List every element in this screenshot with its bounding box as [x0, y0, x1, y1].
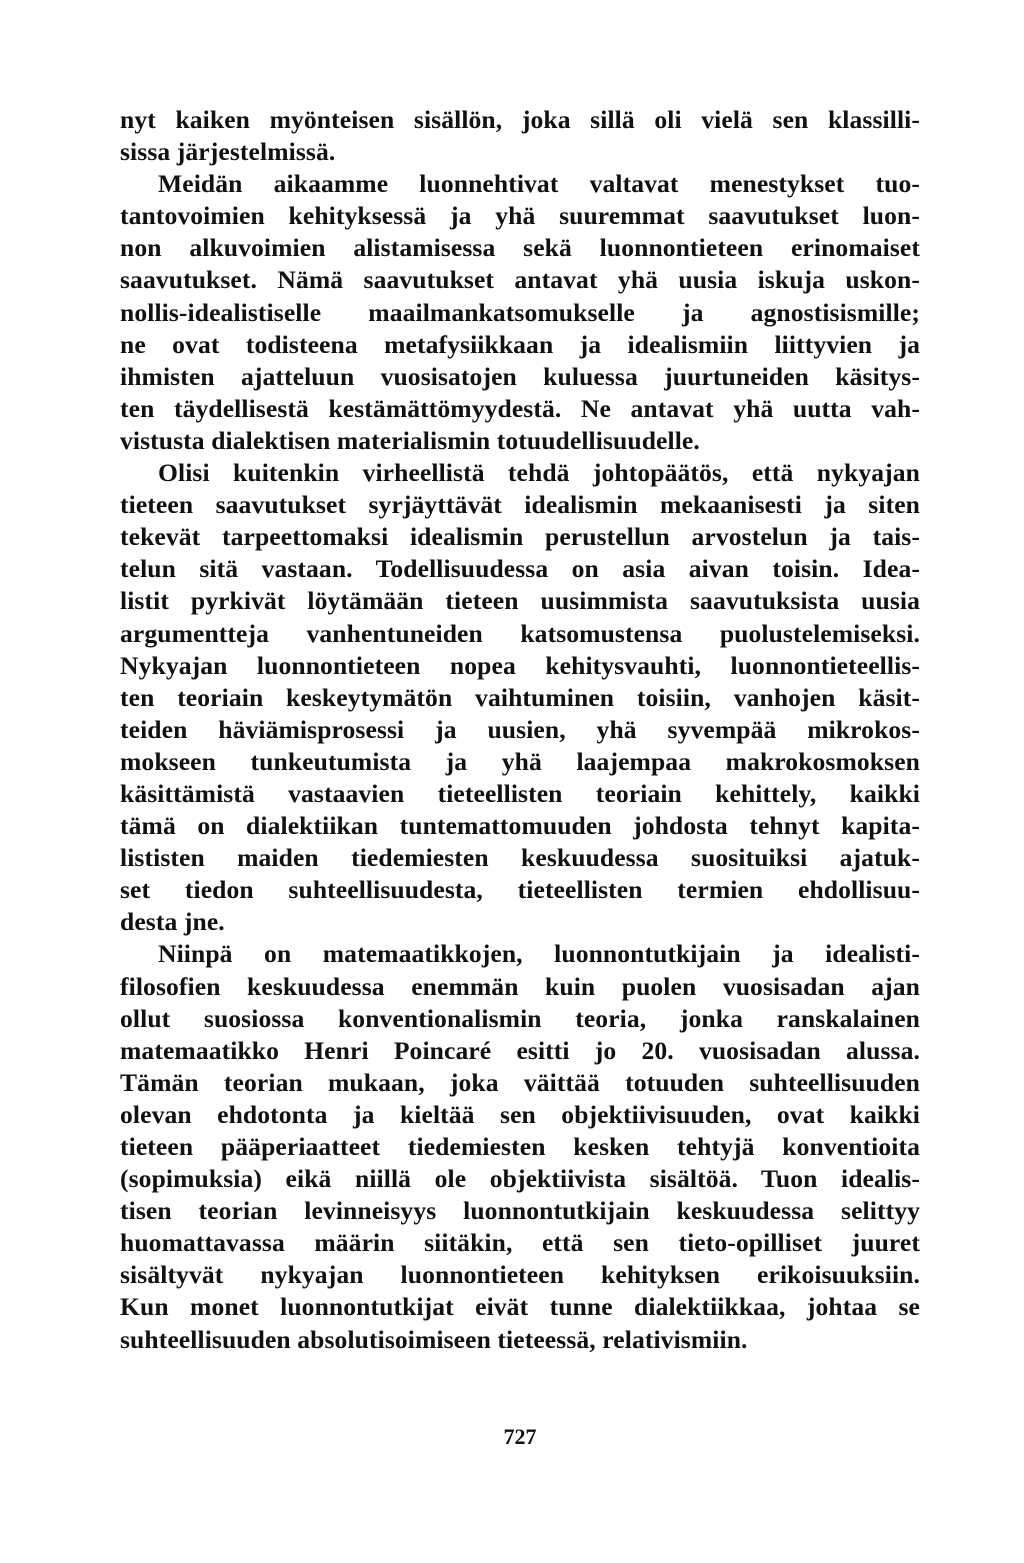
text-line: Niinpä on matemaatikkojen, luonnontutkijain ja idealisti- — [158, 939, 920, 969]
text-line: telun sitä vastaan. Todellisuudessa on asia aivan toisin. Idea- — [120, 554, 920, 584]
text-line: lististen maiden tiedemiesten keskuudessa suosituiksi ajatuk- — [120, 843, 920, 873]
text-line: tantovoimien kehityksessä ja yhä suuremmat saavutukset luon- — [120, 201, 920, 231]
text-line: tekevät tarpeettomaksi idealismin perustellun arvostelun ja tais- — [120, 522, 920, 552]
text-line: desta jne. — [120, 907, 225, 937]
text-line: listit pyrkivät löytämään tieteen uusimmista saavutuksista uusia — [120, 586, 920, 616]
text-line: saavutukset. Nämä saavutukset antavat yhä uusia iskuja uskon- — [120, 265, 920, 295]
text-line: tieteen saavutukset syrjäyttävät idealismin mekaanisesti ja siten — [120, 490, 920, 520]
text-line: sissa järjestelmissä. — [120, 137, 336, 167]
text-line: ten teoriain keskeytymätön vaihtuminen toisiin, vanhojen käsit- — [120, 682, 920, 712]
page-number: 727 — [503, 1424, 537, 1449]
text-line: ne ovat todisteena metafysiikkaan ja idealismiin liittyvien ja — [120, 329, 920, 359]
text-line: sisältyvät nykyajan luonnontieteen kehityksen erikoisuuksiin. — [120, 1260, 920, 1290]
text-line: Kun monet luonnontutkijat eivät tunne dialektiikkaa, johtaa se — [120, 1292, 920, 1322]
text-line: käsittämistä vastaavien tieteellisten teoriain kehittely, kaikki — [120, 778, 920, 808]
text-line: olevan ehdotonta ja kieltää sen objektiivisuuden, ovat kaikki — [120, 1099, 920, 1129]
body-text — [120, 104, 920, 1356]
text-line: (sopimuksia) eikä niillä ole objektiivista sisältöä. Tuon idealis- — [120, 1164, 920, 1194]
text-line: argumentteja vanhentuneiden katsomustensa puolustelemiseksi. — [120, 618, 920, 648]
text-line: teiden häviämisprosessi ja uusien, yhä syvempää mikrokos- — [120, 714, 920, 744]
text-line: tieteen pääperiaatteet tiedemiesten kesken tehtyjä konventioita — [120, 1132, 920, 1161]
text-line: tisen teorian levinneisyys luonnontutkijain keskuudessa selittyy — [120, 1196, 920, 1226]
text-line: mokseen tunkeutumista ja yhä laajempaa makrokosmoksen — [120, 746, 920, 776]
text-line: nyt kaiken myönteisen sisällön, joka sillä oli vielä sen klassilli- — [120, 105, 920, 134]
text-line: Nykyajan luonnontieteen nopea kehitysvauhti, luonnontieteellis- — [120, 650, 920, 680]
text-line: tämä on dialektiikan tuntemattomuuden johdosta tehnyt kapita- — [120, 811, 920, 841]
text-line: Meidän aikaamme luonnehtivat valtavat menestykset tuo- — [158, 169, 920, 199]
text-line: non alkuvoimien alistamisessa sekä luonnontieteen erinomaiset — [120, 233, 920, 263]
text-line: Tämän teorian mukaan, joka väittää totuuden suhteellisuuden — [120, 1067, 920, 1097]
text-line: huomattavassa määrin siitäkin, että sen tieto-opilliset juuret — [120, 1228, 920, 1258]
text-line: ollut suosiossa konventionalismin teoria, jonka ranskalainen — [120, 1003, 920, 1033]
text-line: set tiedon suhteellisuudesta, tieteellisten termien ehdollisuu- — [120, 875, 920, 905]
text-line: filosofien keskuudessa enemmän kuin puolen vuosisadan ajan — [120, 971, 920, 1001]
text-line: ihmisten ajatteluun vuosisatojen kuluessa juurtuneiden käsitys- — [120, 361, 920, 391]
text-line: matemaatikko Henri Poincaré esitti jo 20. vuosisadan alussa. — [120, 1035, 920, 1065]
text-line: nollis-idealistiselle maailmankatsomukselle ja agnostisismille; — [120, 297, 920, 327]
text-line: suhteellisuuden absolutisoimiseen tieteessä, relativismiin. — [120, 1324, 748, 1354]
text-line: ten täydellisestä kestämättömyydestä. Ne antavat yhä uutta vah- — [120, 393, 920, 423]
text-line: Olisi kuitenkin virheellistä tehdä johtopäätös, että nykyajan — [158, 458, 920, 488]
text-line: vistusta dialektisen materialismin totuudellisuudelle. — [120, 425, 700, 455]
